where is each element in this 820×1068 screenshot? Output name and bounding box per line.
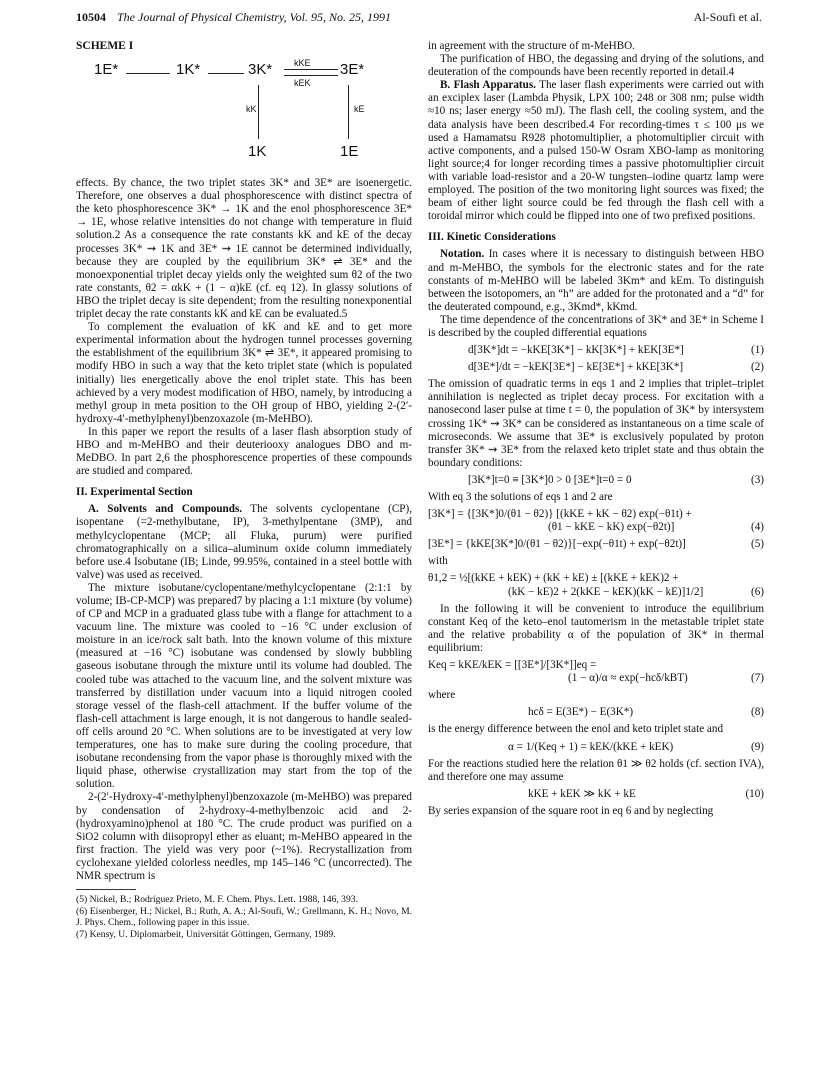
decay-line — [348, 85, 349, 139]
rate-kKE: kKE — [294, 58, 311, 69]
arrow-line — [208, 73, 244, 74]
scheme-singlet-enol: 1E* — [94, 61, 119, 79]
running-authors: Al-Soufi et al. — [693, 10, 762, 24]
footnote: (5) Nickel, B.; Rodríguez Prieto, M. F. Chem. Phys. Lett. 1988, 146, 393. — [76, 894, 358, 906]
footnote: (6) Eisenberger, H.; Nickel, B.; Ruth, A. A.; Al-Soufi, W.; Grellmann, K. H.; Novo, M. J. Phys. Chem., following paper in this issue. — [76, 905, 412, 929]
section-heading: III. Kinetic Considerations — [428, 231, 556, 244]
subsection-heading: A. Solvents and Compounds. — [88, 503, 243, 516]
page-header — [76, 10, 762, 28]
paragraph: The omission of quadratic terms in eqs 1 and 2 implies that triplet–triplet annihilation is neglected as triplet decay process. For excitation with a nanosecond laser pulse at time t = 0, the population of 3K* by intersystem crossing 1K* ⇝ 3K* can be considered as instantaneous on a time scale of microseconds. We assume that 3E* is exclusively populated by proton transfer 3K* ⇝ 3E* from the relaxed keto triplet state and thus obtain the boundary conditions: — [428, 378, 764, 469]
equation-7b: (1 − α)/α ≈ exp(−hcδ/kBT) (7) — [568, 672, 764, 685]
scheme-triplet-enol: 3E* — [340, 61, 365, 79]
right-column — [428, 40, 764, 818]
rate-kE: kE — [354, 104, 365, 115]
paragraph: In the following it will be convenient to introduce the equilibrium constant Keq of the keto–enol tautomerism in the metastable triplet state and the relative probability α of the population of 3K* in thermal equilibrium: — [428, 602, 764, 654]
paragraph: effects. By chance, the two triplet states 3K* and 3E* are isoenergetic. Therefore, one observes a dual phosphorescence with distinct spectra of the keto phosphorescence 3K* → 1K and the enol phosphorescence 3E* → 1E, whose relative intensities do not change with temperature in fluid solution.2 As a consequence the rate constants kK and kE of the decay processes 3K* ⇝ 1K and 3E* ⇝ 1E cannot be determined individually, because they are coupled by the equilibrium 3K* ⇌ 3E* and the monoexponential triplet decay yields only the weighted sum θ2 of the two rate constants, θ2 = αkK + (1 − α)kE (cf. eq 12). In glassy solutions of HBO the triplet decay is site dependent; from the resulting nonexponential triplet decay the rate constants kK and kE can be evaluated.5 — [76, 177, 412, 321]
subsection-heading: Notation. — [440, 248, 485, 261]
scheme-singlet-keto: 1K* — [176, 61, 201, 79]
scheme-ground-keto: 1K — [248, 143, 267, 161]
text-where: where — [428, 689, 456, 702]
equilibrium-arrow — [284, 69, 338, 70]
equation-8: hcδ = E(3E*) − E(3K*) (8) — [528, 706, 764, 719]
scheme-triplet-keto: 3K* — [248, 61, 273, 79]
paragraph: 2-(2′-Hydroxy-4′-methylphenyl)benzoxazole (m-MeHBO) was prepared by condensation of 2-hydroxy-4-methylbenzoic acid and 2-(hydroxyamino)phenol at 180 °C. The crude product was purified on a SiO2 column with diisopropyl ether as eluant; m-MeHBO appeared in the first fraction. The yield was very poor (~1%). Recrystallization from cyclohexane yielded colorless needles, mp 145–146 °C (uncorrected). The NMR spectrum is — [76, 791, 412, 882]
equation-5: [3E*] = {kKE[3K*]0/(θ1 − θ2)}[−exp(−θ1t) + exp(−θ2t)] (5) — [428, 538, 764, 551]
paragraph: The mixture isobutane/cyclopentane/methylcyclopentane (2:1:1 by volume; IB-CP-MCP) was prepared7 by placing a 1:1 mixture (by volume) of CP and MCP in a graduated glass tube with a flange for attachment to a vacuum line. The mixture was cooled to −16 °C under exclusion of moisture in an ice/rock salt bath. Into the known volume of this mixture (measured at −16 °C) isobutane was condensed by slowly bubbling gaseous isobutane through the mixture until its volume had doubled. The cooled tube was attached to the vacuum line, and the solvent mixture was transferred by distillation under vacuum into a liquid nitrogen cooled storage vessel of the flash-cell attachment. If the buffer volume of the flash-cell attachment is large enough, it is not dangerous to handle sealed-off cells around 20 °C. When solutions are to be investigated at very low temperatures, one has to make sure during the cooling procedure, that isobutane recondensing from the vapor phase is thoroughly mixed with the liquid phase, otherwise crystallization may start from the top of the solution. — [76, 581, 412, 791]
paragraph: In this paper we report the results of a laser flash absorption study of HBO and m-MeHBO and their deuteriooxy analogues DBO and m-MeDBO. In part 2,6 the phosphorescence properties of these compounds are studied and compared. — [76, 425, 412, 478]
scheme-title: SCHEME I — [76, 40, 134, 52]
paragraph: is the energy difference between the enol and keto triplet state and — [428, 723, 724, 736]
scheme-diagram — [76, 59, 412, 177]
text-with: with — [428, 555, 448, 568]
equation-4b: (θ1 − kKE − kK) exp(−θ2t)] (4) — [548, 521, 764, 534]
equation-2: d[3E*]/dt = −kEK[3E*] − kE[3E*] + kKE[3K*] (2) — [468, 361, 764, 374]
equation-6a: θ1,2 = ½[(kKE + kEK) + (kK + kE) ± [(kKE + kEK)2 + — [428, 572, 679, 585]
equation-10: kKE + kEK ≫ kK + kE (10) — [528, 787, 764, 800]
left-column — [76, 40, 412, 940]
journal-title: The Journal of Physical Chemistry, Vol. 95, No. 25, 1991 — [117, 10, 391, 24]
scheme-ground-enol: 1E — [340, 143, 359, 161]
paragraph: The laser flash experiments were carried out with an exciplex laser (Lambda Physik, LPX 100; 248 or 308 nm; pulse width ≈10 ns; laser energy ≈50 mJ). The flash cell, the cooling system, and the data analysis have been described.4 For recording-times τ ≤ 100 μs we used a Hamamatsu R928 photomultiplier, a photomultiplier circuit with active components, and a pulsed 150-W Osram XBO-lamp as monitoring light source;4 for longer recording times a passive photomultiplier circuit with variable load-resistor and a 20-W tungsten–iodine quartz lamp were employed. The position of the two monitoring light sources was fixed; the beam of either light source could be fed through the flash cell with a toroidal mirror which could be flipped into one of two prefixed positions. — [428, 79, 764, 223]
paragraph: To complement the evaluation of kK and kE and to get more experimental information about the hydrogen tunnel processes governing the establishment of the equilibrium 3K* ⇌ 3E*, it appeared promising to modify HBO in such a way that the keto triplet state (which is populated initially) lies energetically above the enol triplet state. This has been achieved by a very modest modification of HBO, namely, by introducing a methyl group in meta position to the OH group of HBO, yielding 2-(2′-hydroxy-4′-methylphenyl)benzoxazole (m-MeHBO). — [76, 321, 412, 425]
equation-3: [3K*]t=0 ≡ [3K*]0 > 0 [3E*]t=0 = 0 (3) — [468, 473, 764, 486]
arrow-line — [126, 73, 170, 74]
paragraph: The purification of HBO, the degassing and drying of the solutions, and deuteration of the compounds have been recently reported in detail.4 — [428, 53, 764, 79]
decay-line — [258, 85, 259, 139]
section-heading: II. Experimental Section — [76, 486, 193, 499]
rate-kK: kK — [246, 104, 257, 115]
paragraph: The time dependence of the concentrations of 3K* and 3E* in Scheme I is described by the coupled differential equations — [428, 313, 764, 339]
footnote-rule — [76, 889, 136, 890]
equation-6b: (kK − kE)2 + 2(kKE − kEK)(kK − kE)]1/2] (6) — [508, 585, 764, 598]
footnote: (7) Kensy, U. Diplomarbeit, Universität Göttingen, Germany, 1989. — [76, 928, 336, 940]
paragraph: For the reactions studied here the relation θ1 ≫ θ2 holds (cf. section IVA), and therefore one may assume — [428, 757, 764, 783]
equation-7a: Keq = kKE/kEK = [[3E*]/[3K*]]eq = — [428, 659, 597, 672]
paragraph: The solvents cyclopentane (CP), isopentane (=2-methylbutane, IP), 3-methylpentane (3MP), and methylcyclopentane (MCP; all Fluka, purum) were purified chromatographically on a silica–aluminum oxide column immediately before use.4 Isobutane (IB; Linde, 99.95%, contained in a steel bottle with valve) was used as received. — [76, 503, 412, 581]
subsection-heading: B. Flash Apparatus. — [440, 79, 536, 92]
rate-kEK: kEK — [294, 78, 311, 89]
page-number: 10504 — [76, 10, 106, 24]
equation-9: α = 1/(Keq + 1) = kEK/(kKE + kEK) (9) — [508, 740, 764, 753]
paragraph: With eq 3 the solutions of eqs 1 and 2 are — [428, 491, 613, 503]
equation-4a: [3K*] = {[3K*]0/(θ1 − θ2)} [(kKE + kK − θ2) exp(−θ1t) + — [428, 508, 692, 521]
paragraph: in agreement with the structure of m-MeHBO. — [428, 40, 635, 52]
equilibrium-arrow — [284, 75, 338, 76]
paragraph: In cases where it is necessary to distinguish between HBO and m-MeHBO, the symbols for the electronic states and for the rate constants of m-MeHBO will be labeled 3Km* and kEm. To distinguish between the isotopomers, an “h” are added for the protonated and a “d” for the deuterated compound, e.g., 3Kmd*, kKmd. — [428, 248, 764, 313]
equation-1: d[3K*]dt = −kKE[3K*] − kK[3K*] + kEK[3E*] (1) — [468, 344, 764, 357]
paragraph: By series expansion of the square root in eq 6 and by neglecting — [428, 804, 714, 817]
